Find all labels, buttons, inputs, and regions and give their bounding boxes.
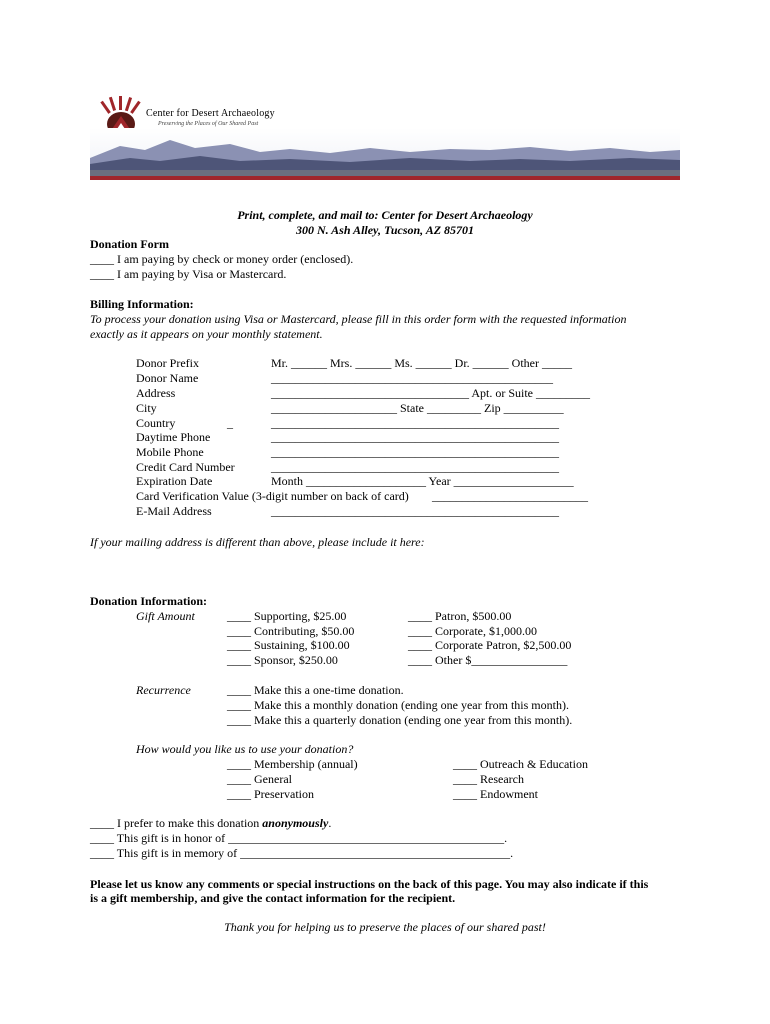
country-mark: _ [227,416,233,430]
use-option[interactable]: ____ General [227,772,292,786]
anonymous-option-text: ____ I prefer to make this donation [90,816,263,830]
logo-sun-rays [100,96,140,114]
label-donor-name: Donor Name [136,371,199,385]
use-option[interactable]: ____ Research [453,772,524,786]
recurrence-option[interactable]: ____ Make this a quarterly donation (ending one year from this month). [227,713,573,727]
email-field[interactable]: ________________________________________________ [271,504,559,518]
billing-title: Billing Information: [90,297,194,311]
gift-option[interactable]: ____ Supporting, $25.00 [227,609,347,623]
recurrence-label: Recurrence [136,683,191,697]
cvv-field[interactable]: __________________________ [432,489,588,503]
anonymous-option[interactable] [90,816,331,831]
address-field[interactable]: _________________________________ Apt. or Suite _________ [271,386,591,400]
label-address: Address [136,386,176,400]
honor-option[interactable]: ____ This gift is in honor of ______________________________________________. [90,831,508,845]
billing-instructions-2: exactly as it appears on your monthly statement. [90,327,323,341]
donation-form-title: Donation Form [90,237,169,251]
closing-note-1: Please let us know any comments or special instructions on the back of this page. You may also indicate if this [90,877,649,891]
label-credit-card: Credit Card Number [136,460,235,474]
anonymous-word: anonymously [262,816,329,830]
label-donor-prefix: Donor Prefix [136,356,199,370]
label-expiration: Expiration Date [136,474,213,488]
label-country: Country [136,416,176,430]
mail-line-2: 300 N. Ash Alley, Tucson, AZ 85701 [295,223,475,237]
gift-option[interactable]: ____ Corporate, $1,000.00 [408,624,537,638]
mail-line-1: Print, complete, and mail to: Center for Desert Archaeology [237,208,533,222]
use-option[interactable]: ____ Preservation [227,787,314,801]
label-cvv: Card Verification Value (3-digit number on back of card) [136,489,409,503]
anonymous-suffix: . [328,816,332,830]
city-state-zip-field[interactable]: _____________________ State _________ Zip __________ [271,401,564,415]
donation-info-title: Donation Information: [90,594,208,608]
pay-card-option[interactable]: ____ I am paying by Visa or Mastercard. [90,267,287,281]
label-city: City [136,401,157,415]
gift-option[interactable]: ____ Corporate Patron, $2,500.00 [408,638,572,652]
daytime-phone-field[interactable]: ________________________________________________ [271,430,559,444]
credit-card-field[interactable]: ________________________________________________ [271,460,559,474]
gift-option[interactable]: ____ Sustaining, $100.00 [227,638,350,652]
use-option[interactable]: ____ Endowment [453,787,538,801]
billing-instructions-1: To process your donation using Visa or Mastercard, please fill in this order form with the requested information [90,312,627,326]
org-name: Center for Desert Archaeology [146,108,275,119]
use-option[interactable]: ____ Membership (annual) [227,757,358,771]
expiration-field[interactable]: Month ____________________ Year ____________________ [271,474,574,488]
donor-name-field[interactable]: _______________________________________________ [271,371,553,385]
gift-option[interactable]: ____ Patron, $500.00 [408,609,512,623]
use-option[interactable]: ____ Outreach & Education [453,757,588,771]
mountain-banner [90,128,680,180]
memory-option[interactable]: ____ This gift is in memory of _____________________________________________. [90,846,514,860]
org-tagline: Preserving the Places of Our Shared Past [158,121,259,127]
thank-you-note: Thank you for helping us to preserve the places of our shared past! [224,920,546,934]
label-email: E-Mail Address [136,504,212,518]
pay-check-option[interactable]: ____ I am paying by check or money order (enclosed). [90,252,354,266]
gift-option[interactable]: ____ Contributing, $50.00 [227,624,355,638]
recurrence-option[interactable]: ____ Make this a one-time donation. [227,683,404,697]
donor-prefix-field[interactable]: Mr. ______ Mrs. ______ Ms. ______ Dr. ______ Other _____ [271,356,573,370]
use-question: How would you like us to use your donation? [136,742,354,756]
alt-address-note: If your mailing address is different than above, please include it here: [90,535,425,549]
closing-note-2: is a gift membership, and give the contact information for the recipient. [90,891,456,905]
gift-amount-label: Gift Amount [136,609,195,623]
label-mobile-phone: Mobile Phone [136,445,204,459]
gift-option[interactable]: ____ Other $________________ [408,653,568,667]
mobile-phone-field[interactable]: ________________________________________________ [271,445,559,459]
recurrence-option[interactable]: ____ Make this a monthly donation (ending one year from this month). [227,698,569,712]
country-field[interactable]: ________________________________________________ [271,416,559,430]
label-daytime-phone: Daytime Phone [136,430,211,444]
gift-option[interactable]: ____ Sponsor, $250.00 [227,653,338,667]
